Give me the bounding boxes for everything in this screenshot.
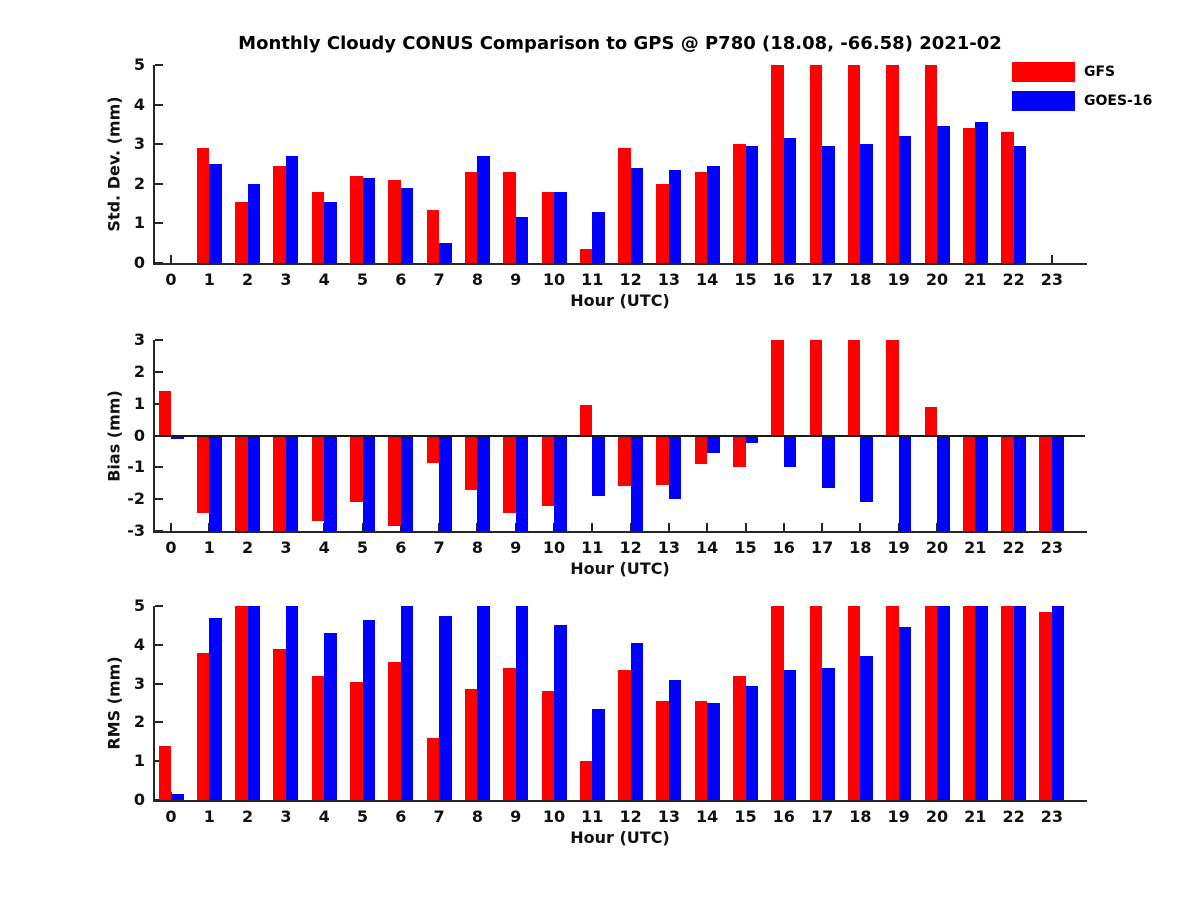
bar-gfs-hour-5: [350, 176, 363, 263]
x-tick-label: 3: [280, 538, 292, 557]
x-tick: [591, 523, 593, 531]
x-tick-label: 7: [433, 538, 445, 557]
bar-goes16-hour-6: [401, 436, 414, 532]
bar-gfs-hour-12: [618, 148, 631, 263]
x-tick-label: 17: [810, 807, 834, 826]
bar-goes16-hour-8: [477, 606, 490, 800]
x-axis-spine: [153, 531, 1087, 533]
bar-gfs-hour-17: [810, 340, 823, 436]
bar-gfs-hour-22: [1001, 436, 1014, 532]
bar-gfs-hour-15: [733, 144, 746, 263]
x-axis-label-rms: Hour (UTC): [570, 828, 670, 847]
x-tick-label: 6: [395, 538, 407, 557]
x-tick-label: 11: [581, 538, 604, 557]
y-tick: [155, 644, 163, 646]
legend-label-goes16: GOES-16: [1084, 93, 1153, 109]
bar-gfs-hour-15: [733, 436, 746, 468]
bar-goes16-hour-2: [248, 184, 261, 263]
bar-goes16-hour-9: [516, 217, 529, 263]
bar-goes16-hour-8: [477, 436, 490, 532]
bar-goes16-hour-12: [631, 168, 644, 263]
y-tick-label: 2: [133, 173, 145, 193]
bar-gfs-hour-9: [503, 172, 516, 263]
bar-gfs-hour-18: [848, 65, 861, 263]
x-tick-label: 7: [433, 807, 445, 826]
bar-goes16-hour-20: [937, 126, 950, 263]
y-tick: [155, 498, 163, 500]
bar-gfs-hour-22: [1001, 132, 1014, 263]
x-tick-label: 19: [887, 538, 910, 557]
x-tick-label: 22: [1002, 270, 1025, 289]
x-tick-label: 5: [356, 538, 369, 557]
x-tick-label: 12: [619, 538, 642, 557]
y-tick: [155, 143, 163, 145]
x-axis-label-bias: Hour (UTC): [570, 559, 670, 578]
bar-goes16-hour-8: [477, 156, 490, 263]
bar-goes16-hour-16: [784, 436, 797, 468]
bar-goes16-hour-22: [1014, 606, 1027, 800]
bar-gfs-hour-4: [312, 436, 325, 522]
x-tick-label: 5: [356, 807, 369, 826]
bar-gfs-hour-1: [197, 436, 210, 514]
x-tick-label: 7: [433, 270, 445, 289]
bar-gfs-hour-12: [618, 436, 631, 487]
bar-goes16-hour-23: [1052, 606, 1065, 800]
x-tick-label: 23: [1040, 270, 1064, 289]
bar-goes16-hour-7: [439, 436, 452, 532]
bar-gfs-hour-21: [963, 606, 976, 800]
bar-goes16-hour-19: [899, 436, 912, 532]
bar-goes16-hour-9: [516, 606, 529, 800]
bar-gfs-hour-11: [580, 249, 593, 263]
x-tick: [706, 523, 708, 531]
bar-goes16-hour-10: [554, 436, 567, 532]
x-tick-label: 23: [1040, 538, 1064, 557]
x-tick-label: 21: [964, 270, 987, 289]
bar-gfs-hour-17: [810, 606, 823, 800]
bar-gfs-hour-3: [273, 436, 286, 532]
x-tick-label: 0: [165, 538, 177, 557]
bar-goes16-hour-3: [286, 606, 299, 800]
y-tick: [155, 605, 163, 607]
x-tick-label: 15: [734, 538, 757, 557]
bar-gfs-hour-7: [427, 210, 440, 263]
bar-gfs-hour-4: [312, 192, 325, 263]
bar-goes16-hour-5: [363, 620, 376, 800]
bar-gfs-hour-9: [503, 436, 516, 514]
bar-goes16-hour-17: [822, 146, 835, 263]
y-tick: [155, 371, 163, 373]
x-tick-label: 10: [542, 807, 566, 826]
bar-gfs-hour-2: [235, 202, 248, 263]
x-tick-label: 10: [542, 538, 566, 557]
bar-goes16-hour-6: [401, 606, 414, 800]
x-tick-label: 15: [734, 270, 757, 289]
x-tick-label: 20: [925, 538, 949, 557]
plot-area-bias: [127, 330, 1085, 557]
plot-area-std-dev: [133, 55, 1085, 289]
x-tick-label: 14: [696, 807, 719, 826]
bar-goes16-hour-22: [1014, 436, 1027, 532]
bar-goes16-hour-1: [209, 436, 222, 532]
bar-gfs-hour-13: [656, 184, 669, 263]
bar-gfs-hour-18: [848, 606, 861, 800]
x-tick-label: 22: [1002, 538, 1025, 557]
bar-gfs-hour-1: [197, 148, 210, 263]
bar-gfs-hour-23: [1039, 612, 1052, 800]
bar-gfs-hour-14: [695, 701, 708, 800]
x-tick-label: 4: [318, 270, 330, 289]
bar-goes16-hour-14: [707, 436, 720, 454]
x-axis-label-std-dev: Hour (UTC): [570, 291, 670, 310]
x-tick-label: 3: [280, 807, 292, 826]
x-tick-label: 3: [280, 270, 292, 289]
x-tick-label: 1: [203, 538, 215, 557]
bar-gfs-hour-19: [886, 65, 899, 263]
bar-gfs-hour-17: [810, 65, 823, 263]
x-tick: [170, 523, 172, 531]
y-tick: [155, 222, 163, 224]
y-tick-label: 0: [133, 790, 145, 809]
x-axis-spine: [153, 263, 1087, 265]
bar-goes16-hour-7: [439, 243, 452, 263]
x-tick-label: 1: [203, 270, 215, 289]
bar-goes16-hour-5: [363, 436, 376, 532]
x-tick-label: 4: [318, 807, 330, 826]
bar-gfs-hour-20: [925, 407, 938, 436]
bar-goes16-hour-19: [899, 627, 912, 800]
x-tick-label: 13: [657, 270, 681, 289]
x-tick-label: 10: [542, 270, 566, 289]
bar-goes16-hour-21: [975, 606, 988, 800]
x-tick-label: 8: [471, 538, 483, 557]
y-tick-label: 1: [133, 213, 145, 233]
bar-gfs-hour-0: [159, 391, 172, 436]
bar-goes16-hour-17: [822, 668, 835, 800]
y-axis-spine: [153, 606, 155, 802]
bar-goes16-hour-21: [975, 122, 988, 263]
x-tick-label: 2: [242, 538, 254, 557]
bar-gfs-hour-19: [886, 606, 899, 800]
bar-gfs-hour-7: [427, 436, 440, 463]
y-tick-label: -1: [127, 457, 145, 477]
y-tick-label: 3: [133, 134, 145, 154]
bar-goes16-hour-14: [707, 166, 720, 263]
plot-area-rms: [133, 596, 1085, 826]
bar-gfs-hour-10: [542, 192, 555, 263]
bar-goes16-hour-10: [554, 192, 567, 263]
bar-gfs-hour-6: [388, 180, 401, 263]
bar-goes16-hour-17: [822, 436, 835, 489]
x-tick-label: 13: [657, 538, 681, 557]
x-tick: [821, 523, 823, 531]
bar-gfs-hour-3: [273, 649, 286, 800]
bar-gfs-hour-23: [1039, 436, 1052, 532]
bar-gfs-hour-9: [503, 668, 516, 800]
bar-gfs-hour-0: [159, 746, 172, 800]
x-tick-label: 20: [925, 270, 949, 289]
x-tick-label: 2: [242, 807, 254, 826]
bar-goes16-hour-1: [209, 618, 222, 800]
bar-goes16-hour-18: [860, 144, 873, 263]
bar-goes16-hour-4: [324, 633, 337, 800]
bar-goes16-hour-1: [209, 164, 222, 263]
bar-gfs-hour-18: [848, 340, 861, 436]
y-tick-label: 4: [133, 634, 145, 654]
bar-gfs-hour-2: [235, 436, 248, 532]
bar-gfs-hour-3: [273, 166, 286, 263]
bar-gfs-hour-4: [312, 676, 325, 800]
bar-goes16-hour-19: [899, 136, 912, 263]
legend-label-gfs: GFS: [1084, 64, 1116, 80]
bar-goes16-hour-13: [669, 680, 682, 800]
x-tick-label: 21: [964, 807, 987, 826]
x-tick-label: 23: [1040, 807, 1064, 826]
bar-goes16-hour-5: [363, 178, 376, 263]
bar-goes16-hour-15: [746, 146, 759, 263]
bar-gfs-hour-1: [197, 653, 210, 800]
x-tick: [1051, 255, 1053, 263]
x-tick-label: 17: [810, 270, 834, 289]
y-tick-label: 4: [133, 94, 145, 114]
x-tick-label: 18: [849, 807, 872, 826]
y-tick: [155, 64, 163, 66]
x-tick-label: 9: [510, 807, 522, 826]
bar-gfs-hour-8: [465, 689, 478, 800]
y-tick-label: 3: [133, 330, 145, 349]
bar-goes16-hour-18: [860, 436, 873, 503]
bar-gfs-hour-20: [925, 606, 938, 800]
bar-gfs-hour-14: [695, 436, 708, 465]
x-tick-label: 20: [925, 807, 949, 826]
bar-gfs-hour-19: [886, 340, 899, 436]
x-tick-label: 18: [849, 538, 872, 557]
y-tick-label: 0: [133, 425, 145, 445]
bar-gfs-hour-8: [465, 172, 478, 263]
bar-gfs-hour-13: [656, 436, 669, 485]
x-tick-label: 0: [165, 270, 177, 289]
bar-goes16-hour-16: [784, 138, 797, 263]
bar-goes16-hour-2: [248, 436, 261, 532]
bar-goes16-hour-18: [860, 656, 873, 800]
bar-gfs-hour-16: [771, 340, 784, 436]
bar-goes16-hour-12: [631, 643, 644, 800]
y-tick: [155, 466, 163, 468]
x-tick: [668, 523, 670, 531]
x-tick-label: 22: [1002, 807, 1025, 826]
bar-gfs-hour-5: [350, 436, 363, 503]
x-tick-label: 2: [242, 270, 254, 289]
y-tick: [155, 104, 163, 106]
y-tick-label: 5: [133, 55, 145, 74]
bar-goes16-hour-23: [1052, 436, 1065, 532]
y-tick-label: 2: [133, 361, 145, 381]
bar-goes16-hour-20: [937, 436, 950, 532]
bar-gfs-hour-6: [388, 436, 401, 527]
y-axis-label-rms: RMS (mm): [104, 656, 124, 750]
bar-goes16-hour-14: [707, 703, 720, 800]
y-tick-label: 0: [133, 253, 145, 272]
bar-goes16-hour-21: [975, 436, 988, 532]
x-tick-label: 15: [734, 807, 757, 826]
x-tick-label: 19: [887, 807, 910, 826]
bar-gfs-hour-11: [580, 761, 593, 800]
x-tick-label: 12: [619, 807, 642, 826]
x-tick-label: 0: [165, 807, 177, 826]
bar-goes16-hour-15: [746, 686, 759, 800]
bar-goes16-hour-13: [669, 170, 682, 263]
y-tick: [155, 183, 163, 185]
bar-goes16-hour-4: [324, 436, 337, 532]
x-tick-label: 14: [696, 270, 719, 289]
y-axis-label-bias: Bias (mm): [104, 389, 124, 482]
x-tick-label: 13: [657, 807, 681, 826]
x-tick-label: 6: [395, 270, 407, 289]
x-tick-label: 11: [581, 270, 604, 289]
y-axis-spine: [153, 65, 155, 265]
bar-gfs-hour-5: [350, 682, 363, 800]
x-tick-label: 1: [203, 807, 215, 826]
y-axis-label-std-dev: Std. Dev. (mm): [104, 96, 124, 232]
x-tick: [859, 523, 861, 531]
x-tick-label: 9: [510, 270, 522, 289]
bar-gfs-hour-8: [465, 436, 478, 490]
bar-goes16-hour-11: [592, 212, 605, 263]
zero-baseline: [155, 435, 1085, 437]
chart-title: Monthly Cloudy CONUS Comparison to GPS @ P780 (18.08, -66.58) 2021-02: [238, 33, 1002, 54]
x-tick: [783, 523, 785, 531]
bar-gfs-hour-15: [733, 676, 746, 800]
bar-gfs-hour-21: [963, 128, 976, 263]
x-tick-label: 14: [696, 538, 719, 557]
bar-goes16-hour-20: [937, 606, 950, 800]
bar-gfs-hour-6: [388, 662, 401, 800]
bar-goes16-hour-13: [669, 436, 682, 500]
bar-gfs-hour-20: [925, 65, 938, 263]
bar-goes16-hour-9: [516, 436, 529, 532]
bar-gfs-hour-16: [771, 606, 784, 800]
bar-goes16-hour-3: [286, 436, 299, 532]
y-tick-label: 2: [133, 712, 145, 732]
bar-goes16-hour-4: [324, 202, 337, 263]
bar-gfs-hour-11: [580, 405, 593, 435]
bar-gfs-hour-10: [542, 691, 555, 800]
x-tick-label: 19: [887, 270, 910, 289]
bar-goes16-hour-11: [592, 709, 605, 800]
x-tick-label: 21: [964, 538, 987, 557]
x-tick-label: 11: [581, 807, 604, 826]
x-tick-label: 18: [849, 270, 872, 289]
x-tick-label: 17: [810, 538, 834, 557]
bar-gfs-hour-21: [963, 436, 976, 532]
bar-goes16-hour-11: [592, 436, 605, 496]
y-tick-label: -3: [127, 521, 145, 540]
x-tick: [745, 523, 747, 531]
y-tick-label: 5: [133, 596, 145, 615]
bar-goes16-hour-10: [554, 625, 567, 800]
x-tick: [170, 255, 172, 263]
bar-gfs-hour-13: [656, 701, 669, 800]
bar-goes16-hour-3: [286, 156, 299, 263]
bar-gfs-hour-22: [1001, 606, 1014, 800]
bar-goes16-hour-16: [784, 670, 797, 800]
y-tick-label: 1: [133, 751, 145, 771]
bar-goes16-hour-2: [248, 606, 261, 800]
bar-goes16-hour-7: [439, 616, 452, 800]
x-tick-label: 4: [318, 538, 330, 557]
y-tick-label: 1: [133, 393, 145, 413]
y-tick-label: -2: [127, 489, 145, 509]
bar-gfs-hour-10: [542, 436, 555, 506]
x-axis-spine: [153, 800, 1087, 802]
bar-goes16-hour-15: [746, 436, 759, 444]
x-tick-label: 9: [510, 538, 522, 557]
bar-gfs-hour-7: [427, 738, 440, 800]
bar-gfs-hour-16: [771, 65, 784, 263]
x-tick-label: 16: [772, 270, 795, 289]
bar-goes16-hour-6: [401, 188, 414, 263]
bar-goes16-hour-22: [1014, 146, 1027, 263]
x-tick-label: 6: [395, 807, 407, 826]
x-tick-label: 8: [471, 270, 483, 289]
bar-gfs-hour-2: [235, 606, 248, 800]
y-axis-spine: [153, 340, 155, 533]
x-tick-label: 8: [471, 807, 483, 826]
y-tick: [155, 339, 163, 341]
y-tick: [155, 721, 163, 723]
y-tick-label: 3: [133, 673, 145, 693]
x-tick-label: 16: [772, 538, 795, 557]
bar-gfs-hour-12: [618, 670, 631, 800]
x-tick-label: 16: [772, 807, 795, 826]
bar-gfs-hour-14: [695, 172, 708, 263]
bar-goes16-hour-12: [631, 436, 644, 532]
y-tick: [155, 683, 163, 685]
x-tick-label: 12: [619, 270, 642, 289]
x-tick-label: 5: [356, 270, 369, 289]
